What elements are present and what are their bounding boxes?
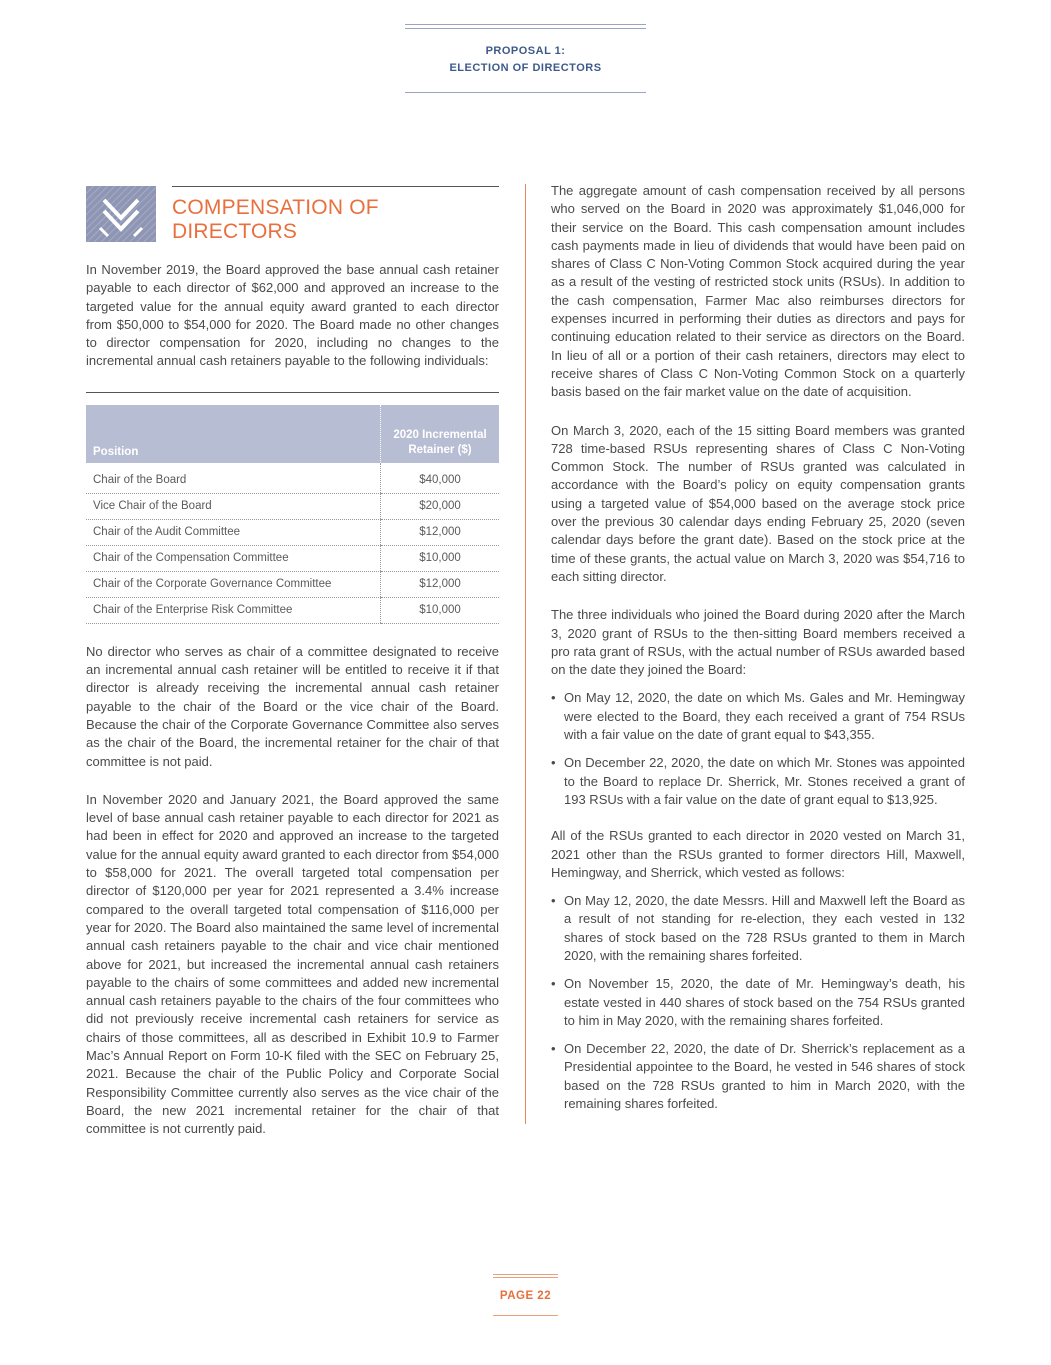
retainer-table: [86, 405, 499, 624]
table-header-row: [86, 405, 499, 463]
section-title: COMPENSATION OF DIRECTORS: [172, 196, 379, 243]
position-cell: Chair of the Audit Committee: [86, 519, 381, 545]
position-cell: Chair of the Enterprise Risk Committee: [86, 597, 381, 623]
table-row: [86, 545, 499, 571]
cash-compensation-paragraph: The aggregate amount of cash compensation received by all persons who served on the Board in 2020 was approximately $1,046,000 for their service on the Board. This cash compensation amount includes cash payments made in lieu of dividends that would have been paid on shares of Class C Non-Voting Common Stock acquired during the year as a result of the vesting of restricted stock units (RSUs). In addition to the cash compensation, Farmer Mac also reimburses directors for expenses incurred in performing their duties as directors and pays for continuing education related to their service as directors on the Board. In lieu of all or a portion of their cash retainers, directors may elect to receive shares of Class C Non-Voting Common Stock on a quarterly basis based on the fair market value on the date of acquisition.: [551, 183, 965, 400]
column-header-position: Position: [86, 405, 381, 463]
retainer-cell: $10,000: [381, 545, 500, 571]
retainer-cell: $12,000: [381, 519, 500, 545]
page-header: [405, 24, 646, 93]
position-cell: Vice Chair of the Board: [86, 493, 381, 519]
position-cell: Chair of the Board: [86, 463, 381, 494]
pro-rata-paragraph: The three individuals who joined the Board during 2020 after the March 3, 2020 grant of RSUs to the then-sitting Board members received a pro rata grant of RSUs, with the actual number of RSUs awarded based on the date they joined the Board:: [551, 607, 965, 678]
table-row: [86, 463, 499, 494]
right-column: [551, 182, 965, 1123]
title-rule: [172, 186, 499, 187]
table-row: [86, 571, 499, 597]
header-bottom-rule: [405, 92, 646, 93]
table-row: [86, 519, 499, 545]
list-item: • On December 22, 2020, the date on which Mr. Stones was appointed to the Board to replace Dr. Sherrick, Mr. Stones received a grant of 193 RSUs with a fair value on the date of grant equal to $13,925.: [551, 754, 965, 809]
header-title: [405, 29, 646, 92]
vesting-paragraph: All of the RSUs granted to each director in 2020 vested on March 31, 2021 other than the RSUs granted to former directors Hill, Maxwell, Hemingway, and Sherrick, which vested as follows:: [551, 828, 965, 880]
page-footer: [493, 1274, 558, 1316]
column-header-retainer: 2020 Incremental Retainer ($): [381, 405, 500, 463]
intro-paragraph: In November 2019, the Board approved the base annual cash retainer payable to each director of $62,000 and approved an increase to the targeted value for the annual equity award granted to each director from $50,000 to $54,000 for 2020. The Board made no other changes to director compensation for 2020, including no changes to the incremental annual cash retainers payable to the following individuals:: [86, 262, 499, 369]
chevron-logo-icon: [86, 186, 156, 242]
compensation-2021-paragraph: In November 2020 and January 2021, the Board approved the same level of base annual cash retainer payable to each director for 2021 as had been in effect for 2020 and approved an increase to the targeted value for the annual equity award granted to each director from $54,000 to $58,000 for 2021. The overall targeted total compensation per director of $120,000 per year for 2021 represented a 3.4% increase compared to the overall targeted total compensation of $116,000 per year for 2020. The Board also maintained the same level of incremental annual cash retainers payable to the chair and vice chair mentioned above for 2021, but increased the incremental annual cash retainers payable to the chairs of some committees and added new incremental annual cash retainers payable to the chairs of the four committees who did not previously receive incremental cash retainers for service as chairs of those committees, all as described in Exhibit 10.9 to Farmer Mac’s Annual Report on Form 10-K filed with the SEC on February 25, 2021. Because the chair of the Public Policy and Corporate Social Responsibility Committee currently also serves as the vice chair of the Board, the new 2021 incremental retainer for the chair of that committee is not currently paid.: [86, 791, 499, 1137]
list-item: • On November 15, 2020, the date of Mr. Hemingway’s death, his estate vested in 440 shares of stock based on the 754 RSUs granted to him in May 2020, with the remaining shares forfeited.: [551, 975, 965, 1030]
list-item: • On May 12, 2020, the date on which Ms. Gales and Mr. Hemingway were elected to the Board, they each received a grant of 754 RSUs with a fair value on the date of grant equal to $43,355.: [551, 689, 965, 744]
column-divider: [525, 184, 526, 1124]
retainer-cell: $20,000: [381, 493, 500, 519]
header-line-1: PROPOSAL 1:: [485, 45, 566, 57]
rsu-grant-paragraph: On March 3, 2020, each of the 15 sitting Board members was granted 728 time-based RSUs representing shares of Class C Non-Voting Common Stock. The number of RSUs granted was calculated in accordance with the Board’s policy on equity compensation grants using a targeted value of $54,000 based on the average stock price over the previous 30 calendar days ending February 25, 2020 (seven calendar days before the grant date). Based on the stock price at the time of these grants, the actual value on March 3, 2020 was $54,716 to each sitting director.: [551, 422, 965, 584]
chair-retainer-paragraph: No director who serves as chair of a committee designated to receive an incremental annual cash retainer will be entitled to receive it if that director is already receiving the incremental annual cash retainer payable to the chair of the Board or the vice chair of the Board. Because the chair of the Corporate Governance Committee also serves as the chair of the Board, the incremental retainer for the chair of that committee is not paid.: [86, 643, 499, 769]
position-cell: Chair of the Compensation Committee: [86, 545, 381, 571]
section-title-row: [86, 186, 499, 242]
retainer-cell: $40,000: [381, 463, 500, 494]
footer-bottom-rule: [493, 1315, 558, 1316]
table-separator-rule: [86, 392, 499, 393]
table-row: [86, 493, 499, 519]
vesting-list: [551, 892, 965, 1113]
list-item: • On December 22, 2020, the date of Dr. Sherrick’s replacement as a Presidential appointee to the Board, he vested in 546 shares of stock based on the 728 RSUs granted to him in March 2020, with the remaining shares forfeited.: [551, 1040, 965, 1113]
page-number: PAGE 22: [499, 1290, 552, 1302]
list-item: • On May 12, 2020, the date Messrs. Hill and Maxwell left the Board as a result of not standing for re-election, they each vested in 132 shares of stock based on the 728 RSUs granted to them in March 2020, with the remaining shares forfeited.: [551, 892, 965, 965]
left-column: [86, 186, 499, 1139]
header-line-2: ELECTION OF DIRECTORS: [449, 62, 602, 74]
pro-rata-list: [551, 689, 965, 809]
retainer-cell: $10,000: [381, 597, 500, 623]
position-cell: Chair of the Corporate Governance Committee: [86, 571, 381, 597]
retainer-cell: $12,000: [381, 571, 500, 597]
table-row: [86, 597, 499, 623]
